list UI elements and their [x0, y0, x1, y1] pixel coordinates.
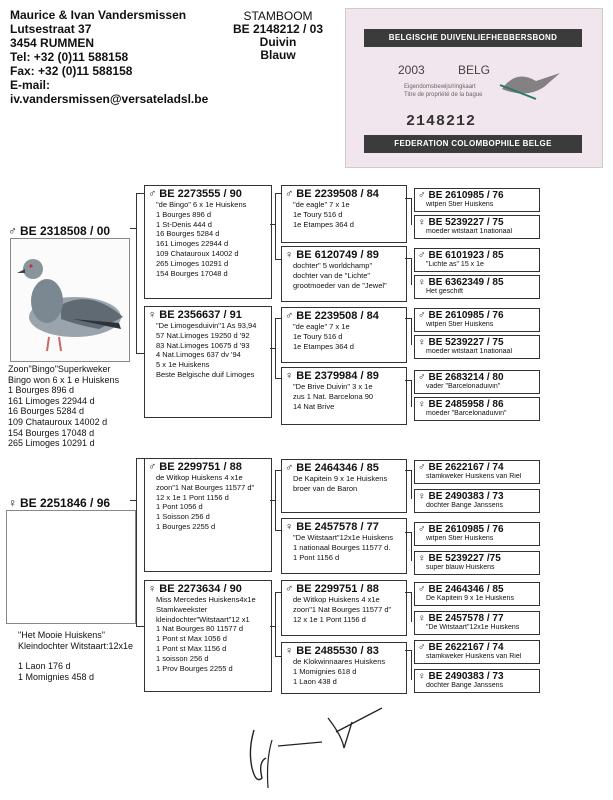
owner-names: Maurice & Ivan Vandersmissen	[10, 8, 187, 22]
great-grandparent-box	[281, 246, 407, 302]
ancestor-box	[414, 582, 540, 606]
grandparent-line: 12 x 1e 1 Pont 1156 d	[156, 492, 229, 502]
ancestor-ring: BE 2485958 / 86	[428, 399, 504, 410]
male-symbol-icon: ♂	[285, 583, 294, 595]
grandparent-line: kleindochter"Witstaart"12 x1	[156, 614, 250, 624]
great-grandparent-line: zoon"1 Nat Bourges 11577 d"	[293, 604, 392, 614]
great-grandparent-ring: BE 2485530 / 83	[296, 645, 379, 657]
ancestor-line: De Kapitein 9 x 1e Huiskens	[426, 595, 514, 602]
female-symbol-icon: ♀	[148, 309, 157, 321]
ancestor-line: moeder "Barcelonaduivin"	[426, 410, 507, 417]
ancestor-line: stamkweker Huiskens van Riel	[426, 473, 522, 480]
mother-photo-placeholder	[6, 510, 136, 624]
great-grandparent-ring: BE 2464346 / 85	[296, 462, 379, 474]
grandparent-ring: BE 2299751 / 88	[159, 461, 242, 473]
great-grandparent-box	[281, 367, 407, 425]
male-symbol-icon: ♂	[8, 224, 17, 238]
female-symbol-icon: ♀	[418, 613, 426, 624]
female-symbol-icon: ♀	[285, 521, 294, 533]
grandparent-ring: BE 2273634 / 90	[159, 583, 242, 595]
grandparent-line: 83 Nat.Limoges 10675 d '93	[156, 340, 250, 350]
grandparent-line: Beste Belgische duif Limoges	[156, 369, 255, 379]
ancestor-line: super blauw Huiskens	[426, 564, 495, 571]
male-symbol-icon: ♂	[418, 584, 426, 595]
connector-line	[411, 198, 412, 225]
ancestor-ring: BE 2622167 / 74	[428, 642, 504, 653]
male-symbol-icon: ♂	[418, 642, 426, 653]
pedigree-header	[232, 10, 324, 62]
pedigree-color: Blauw	[260, 48, 296, 62]
ancestor-ring: BE 2610985 / 76	[428, 524, 504, 535]
male-symbol-icon: ♂	[148, 461, 157, 473]
mother-ring-text: BE 2251846 / 96	[20, 496, 111, 510]
ancestor-line: "De Witstaart"12x1e Huiskens	[426, 624, 520, 631]
great-grandparent-ring: BE 2239508 / 84	[296, 310, 379, 322]
ring-card-country: BELG	[458, 63, 491, 77]
grandparent-line: 1 St-Denis 444 d	[156, 219, 212, 229]
connector-line	[275, 470, 276, 530]
grandparent-line: 109 Chatauroux 14002 d	[156, 248, 239, 258]
connector-line	[411, 650, 412, 680]
ancestor-line: witpen Stier Huiskens	[426, 535, 494, 542]
great-grandparent-line: grootmoeder van de "Jewel"	[293, 280, 387, 290]
grandparent-line: 1 Pont st Max 1056 d	[156, 634, 227, 644]
owner-city: 3454 RUMMEN	[10, 36, 95, 50]
great-grandparent-line: de Klokwinnaares Huiskens	[293, 657, 386, 666]
ring-card-emblem	[496, 59, 566, 103]
male-symbol-icon: ♂	[418, 310, 426, 321]
ancestor-line: dochter Bange Janssens	[426, 682, 504, 689]
female-symbol-icon: ♀	[285, 370, 294, 382]
ancestor-box	[414, 460, 540, 484]
great-grandparent-ring: BE 2299751 / 88	[296, 583, 379, 595]
father-ring-text: BE 2318508 / 00	[20, 224, 111, 238]
father-ring	[8, 224, 110, 238]
ancestor-line: witpen Stier Huiskens	[426, 201, 494, 208]
grandparent-line: Stamkweekster	[156, 604, 208, 614]
great-grandparent-line: "De Brive Duivin" 3 x 1e	[293, 382, 373, 391]
ring-card-band-top: BELGISCHE DUIVENLIEFHEBBERSBOND	[364, 29, 582, 47]
ancestor-ring: BE 5239227 / 75	[428, 337, 504, 348]
connector-line	[136, 193, 144, 194]
connector-line	[136, 353, 144, 354]
connector-line	[136, 193, 137, 353]
mother-description	[18, 630, 133, 682]
father-line: 161 Limoges 22944 d	[8, 395, 95, 406]
ancestor-line: vader "Barcelonaduivin"	[426, 383, 501, 390]
owner-email-label: E-mail:	[10, 78, 51, 92]
ancestor-ring: BE 2610985 / 76	[428, 190, 504, 201]
grandparent-line: zoon"1 Nat Bourges 11577 d"	[156, 482, 255, 492]
grandparent-line: de Witkop Huiskens 4 x1e	[156, 473, 243, 482]
male-symbol-icon: ♂	[148, 188, 157, 200]
great-grandparent-line: 1 Momignies 618 d	[293, 666, 357, 676]
great-grandparent-box	[281, 642, 407, 694]
ancestor-box	[414, 522, 540, 546]
ancestor-box	[414, 248, 540, 272]
grandparent-line: "De Limogesduivin"1 As 93,94	[156, 321, 257, 330]
female-symbol-icon: ♀	[418, 217, 426, 228]
ancestor-ring: BE 2490383 / 73	[428, 671, 504, 682]
great-grandparent-ring: BE 6120749 / 89	[296, 249, 379, 261]
ancestor-box	[414, 669, 540, 693]
owner-email: iv.vandersmissen@versateladsl.be	[10, 92, 209, 106]
ancestor-box	[414, 640, 540, 664]
ancestor-ring: BE 6362349 / 85	[428, 277, 504, 288]
great-grandparent-line: dochter van de "Lichte"	[293, 270, 371, 280]
ancestor-line: "Lichte as" 15 x 1e	[426, 261, 484, 268]
ancestor-ring: BE 5239227 / 75	[428, 217, 504, 228]
great-grandparent-line: 1 Pont 1156 d	[293, 552, 340, 562]
great-grandparent-ring: BE 2457578 / 77	[296, 521, 379, 533]
mother-ring	[8, 496, 110, 510]
great-grandparent-line: de Witkop Huiskens 4 x1e	[293, 595, 380, 604]
ancestor-ring: BE 2457578 / 77	[428, 613, 504, 624]
connector-line	[411, 532, 412, 561]
female-symbol-icon: ♀	[285, 645, 294, 657]
father-line: 16 Bourges 5284 d	[8, 406, 85, 417]
great-grandparent-line: dochter" 5 worldchamp"	[293, 261, 373, 270]
great-grandparent-line: 1 nationaal Bourges 11577 d.	[293, 542, 391, 552]
connector-line	[411, 470, 412, 499]
connector-line	[136, 458, 144, 459]
great-grandparent-line: 1e Etampes 364 d	[293, 219, 354, 229]
pedigree-name: Duivin	[259, 35, 297, 49]
owner-tel: Tel: +32 (0)11 588158	[10, 50, 129, 64]
grandparent-line: 154 Bourges 17048 d	[156, 268, 228, 278]
owner-street: Lutsestraat 37	[10, 22, 92, 36]
female-symbol-icon: ♀	[418, 671, 426, 682]
mother-line: 1 Laon 176 d	[18, 661, 71, 672]
great-grandparent-line: De Kapitein 9 x 1e Huiskens	[293, 474, 388, 483]
ring-card-small1: Eigendomsbewijs/ringkaart	[404, 84, 476, 90]
grandparent-line: 1 Prov Bourges 2255 d	[156, 663, 233, 673]
owner-info	[10, 8, 208, 106]
mother-line	[18, 651, 133, 661]
female-symbol-icon: ♀	[418, 553, 426, 564]
grandparent-line: 4 Nat.Limoges 637 dv '94	[156, 350, 241, 360]
female-symbol-icon: ♀	[418, 399, 426, 410]
grandparent-line: 1 Nat Bourges 80 11577 d	[156, 624, 244, 634]
great-grandparent-box	[281, 185, 407, 243]
ancestor-ring: BE 2464346 / 85	[428, 584, 504, 595]
grandparent-line: 16 Bourges 5284 d	[156, 229, 220, 239]
grandparent-line: 1 Soisson 256 d	[156, 512, 210, 522]
ancestor-line: Het geschift	[426, 288, 463, 295]
female-symbol-icon: ♀	[8, 496, 17, 510]
ancestor-box	[414, 397, 540, 421]
grandparent-line: 1 Bourges 2255 d	[156, 521, 216, 531]
ancestor-box	[414, 370, 540, 394]
great-grandparent-line: 1e Toury 516 d	[293, 209, 343, 219]
pedigree-ring: BE 2148212 / 03	[232, 22, 324, 36]
father-line: 154 Bourges 17048 d	[8, 427, 95, 438]
ring-card-small2: Titre de propriété de la bague	[404, 92, 483, 98]
male-symbol-icon: ♂	[285, 188, 294, 200]
great-grandparent-line: 12 x 1e 1 Pont 1156 d	[293, 614, 366, 624]
grandparent-line: 1 soisson 256 d	[156, 653, 209, 663]
connector-line	[411, 258, 412, 285]
mother-line: "Het Mooie Huiskens"	[18, 630, 105, 640]
pigeon-photo	[10, 238, 130, 362]
grandparent-line: 1 Pont 1056 d	[156, 502, 203, 512]
great-grandparent-line: 1e Etampes 364 d	[293, 341, 354, 351]
female-symbol-icon: ♀	[418, 337, 426, 348]
male-symbol-icon: ♂	[418, 190, 426, 201]
ancestor-line: dochter Bange Janssens	[426, 502, 504, 509]
great-grandparent-line: "de eagle" 7 x 1e	[293, 322, 350, 331]
female-symbol-icon: ♀	[148, 583, 157, 595]
ancestor-box	[414, 489, 540, 513]
ancestor-box	[414, 611, 540, 635]
female-symbol-icon: ♀	[285, 249, 294, 261]
grandparent-box	[144, 185, 272, 299]
ancestor-line: witpen Stier Huiskens	[426, 321, 494, 328]
pedigree-title: STAMBOOM	[243, 9, 313, 23]
connector-line	[275, 318, 276, 378]
male-symbol-icon: ♂	[285, 462, 294, 474]
ancestor-box	[414, 275, 540, 299]
father-line: Bingo won 6 x 1 e Huiskens	[8, 374, 120, 385]
owner-fax: Fax: +32 (0)11 588158	[10, 64, 133, 78]
grandparent-line: Miss Mercedes Huiskens4x1e	[156, 595, 256, 604]
ancestor-line: moeder witstaart 1nationaal	[426, 228, 512, 235]
great-grandparent-line: broer van de Baron	[293, 483, 358, 493]
female-symbol-icon: ♀	[418, 277, 426, 288]
great-grandparent-line: "De Witstaart"12x1e Huiskens	[293, 533, 393, 542]
male-symbol-icon: ♂	[418, 524, 426, 535]
grandparent-line: 57 Nat.Limoges 19250 d '92	[156, 330, 250, 340]
male-symbol-icon: ♂	[418, 372, 426, 383]
ancestor-box	[414, 188, 540, 212]
great-grandparent-line: 1e Toury 516 d	[293, 331, 343, 341]
great-grandparent-box	[281, 518, 407, 574]
great-grandparent-box	[281, 459, 407, 513]
grandparent-line: "de Bingo" 6 x 1e Huiskens	[156, 200, 247, 209]
ring-card-band-bottom: FEDERATION COLOMBOPHILE BELGE	[364, 135, 582, 153]
ancestor-ring: BE 5239227 /75	[428, 553, 501, 564]
grandparent-line: 1 Pont st Max 1156 d	[156, 643, 227, 653]
ancestor-line: stamkweker Huiskens van Riel	[426, 653, 522, 660]
father-line: 109 Chatauroux 14002 d	[8, 416, 108, 427]
mother-line: Kleindochter Witstaart:12x1e	[18, 640, 134, 651]
ancestor-ring: BE 2610985 / 76	[428, 310, 504, 321]
ancestor-ring: BE 6101923 / 85	[428, 250, 504, 261]
signature	[232, 700, 402, 792]
ring-card-small-text	[404, 83, 483, 99]
ring-card	[345, 8, 603, 168]
grandparent-box	[144, 306, 272, 418]
grandparent-ring: BE 2273555 / 90	[159, 188, 242, 200]
connector-line	[411, 592, 412, 622]
male-symbol-icon: ♂	[285, 310, 294, 322]
ancestor-ring: BE 2683214 / 80	[428, 372, 504, 383]
father-line: Zoon"Bingo"Superkweker	[8, 364, 111, 374]
grandparent-ring: BE 2356637 / 91	[159, 309, 242, 321]
grandparent-line: 1 Bourges 896 d	[156, 209, 212, 219]
great-grandparent-box	[281, 580, 407, 636]
great-grandparent-line: 1 Laon 438 d	[293, 676, 337, 686]
father-description	[8, 364, 119, 449]
grandparent-line: 265 Limoges 10291 d	[156, 258, 229, 268]
connector-line	[136, 458, 137, 626]
connector-line	[411, 318, 412, 345]
ancestor-ring: BE 2490383 / 73	[428, 491, 504, 502]
ring-card-year: 2003	[398, 63, 425, 77]
grandparent-box	[144, 458, 272, 572]
grandparent-line: 5 x 1e Huiskens	[156, 360, 210, 370]
great-grandparent-line: zus 1 Nat. Barcelona 90	[293, 391, 374, 401]
grandparent-line: 161 Limoges 22944 d	[156, 239, 229, 249]
ancestor-box	[414, 335, 540, 359]
great-grandparent-ring: BE 2239508 / 84	[296, 188, 379, 200]
great-grandparent-box	[281, 307, 407, 363]
ancestor-ring: BE 2622167 / 74	[428, 462, 504, 473]
female-symbol-icon: ♀	[418, 491, 426, 502]
ancestor-box	[414, 308, 540, 332]
great-grandparent-line: "de eagle" 7 x 1e	[293, 200, 350, 209]
great-grandparent-ring: BE 2379984 / 89	[296, 370, 379, 382]
connector-line	[275, 592, 276, 656]
connector-line	[411, 380, 412, 407]
father-line: 1 Bourges 896 d	[8, 385, 75, 396]
connector-line	[136, 626, 144, 627]
connector-line	[275, 193, 276, 259]
great-grandparent-line: 14 Nat Brive	[293, 401, 335, 411]
ancestor-box	[414, 215, 540, 239]
father-line: 265 Limoges 10291 d	[8, 438, 95, 449]
male-symbol-icon: ♂	[418, 250, 426, 261]
grandparent-box	[144, 580, 272, 692]
mother-line: 1 Momignies 458 d	[18, 671, 95, 682]
ring-card-number: 2148212	[406, 113, 477, 130]
ancestor-line: moeder witstaart 1nationaal	[426, 348, 512, 355]
male-symbol-icon: ♂	[418, 462, 426, 473]
ancestor-box	[414, 551, 540, 575]
